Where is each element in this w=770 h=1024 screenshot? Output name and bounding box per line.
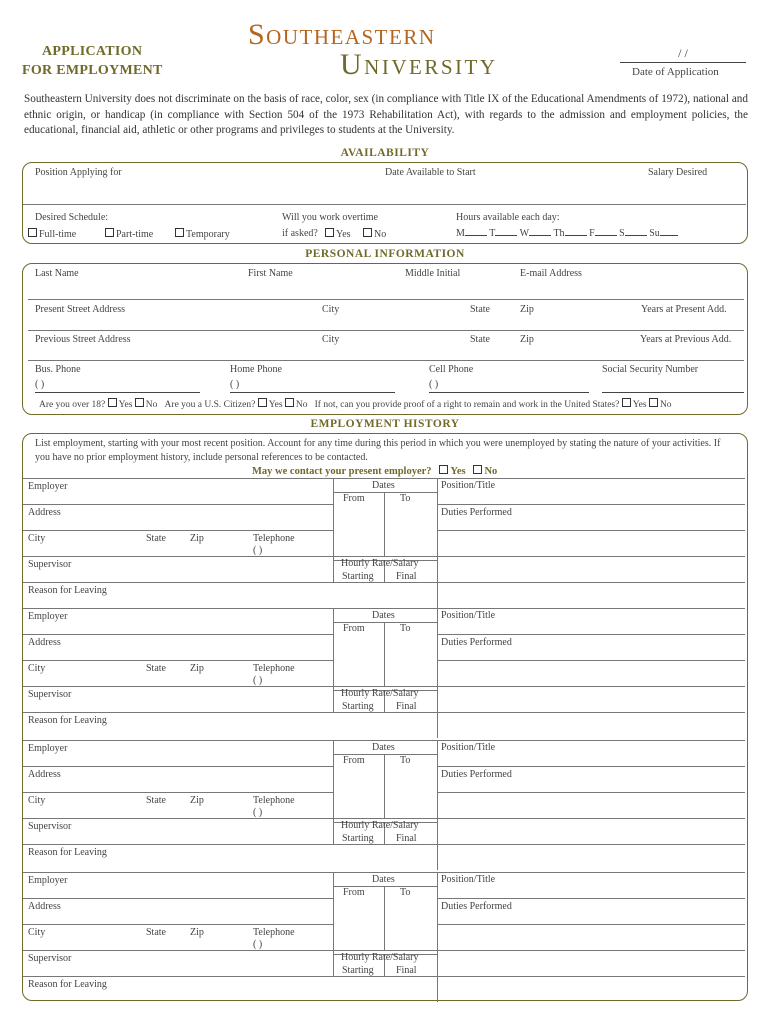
starting-salary-field: Starting: [342, 833, 374, 844]
part-time-checkbox[interactable]: Part-time: [105, 228, 153, 240]
cell-phone-label: Cell Phone: [429, 364, 474, 375]
employment-history-heading: EMPLOYMENT HISTORY: [310, 418, 460, 430]
form-title-line2: FOR EMPLOYMENT: [22, 63, 163, 78]
telephone-paren: ( ): [253, 545, 263, 556]
university-logo-line2: University: [340, 48, 498, 81]
present-state-field[interactable]: State: [470, 304, 490, 315]
zip-field: Zip: [190, 533, 204, 544]
city-field: City: [28, 795, 46, 806]
present-zip-field[interactable]: Zip: [520, 304, 534, 315]
from-field: From: [343, 623, 365, 634]
telephone-field: Telephone: [253, 927, 295, 938]
form-title-line1: APPLICATION: [42, 44, 143, 59]
employer-field: Employer: [28, 481, 68, 492]
proof-no-checkbox[interactable]: No: [649, 400, 672, 410]
zip-field: Zip: [190, 795, 204, 806]
university-logo-line1: Southeastern: [248, 18, 436, 51]
address-field: Address: [28, 507, 61, 518]
telephone-field: Telephone: [253, 533, 295, 544]
supervisor-field: Supervisor: [28, 953, 72, 964]
dates-label: Dates: [372, 480, 395, 491]
duties-performed-field: Duties Performed: [441, 507, 512, 518]
bus-phone-label: Bus. Phone: [35, 364, 81, 375]
telephone-field: Telephone: [253, 663, 295, 674]
checkbox-icon: [622, 398, 631, 407]
supervisor-field: Supervisor: [28, 689, 72, 700]
position-title-field: Position/Title: [441, 742, 496, 753]
over18-yes-checkbox[interactable]: Yes: [108, 400, 133, 410]
full-time-checkbox[interactable]: Full-time: [28, 228, 76, 240]
nondiscrimination-statement: Southeastern University does not discriminate on the basis of race, color, sex (in compliance with Title IX of the Educational Amendments of 1972), national and ethnic origin, or handicap (in compliance with Section 504 of the 1973 Rehabilitation Act), with regards to the admission and employment policies, the educational, financial aid, athletic or other programs and privileges to students at the University.: [24, 93, 748, 136]
first-name-field[interactable]: First Name: [248, 268, 293, 279]
reason-for-leaving-field: Reason for Leaving: [28, 585, 107, 596]
cell-phone-field[interactable]: ( ): [429, 379, 589, 393]
overtime-yes-checkbox[interactable]: Yes: [325, 228, 351, 240]
date-available-field[interactable]: Date Available to Start: [385, 167, 476, 178]
address-field: Address: [28, 901, 61, 912]
citizen-no-checkbox[interactable]: No: [285, 400, 308, 410]
telephone-paren: ( ): [253, 675, 263, 686]
starting-salary-field: Starting: [342, 965, 374, 976]
contact-employer-row: May we contact your present employer? Yes No: [252, 466, 498, 477]
checkbox-icon: [105, 228, 114, 237]
years-previous-field[interactable]: Years at Previous Add.: [640, 334, 732, 345]
dates-label: Dates: [372, 610, 395, 621]
starting-salary-field: Starting: [342, 701, 374, 712]
availability-heading: AVAILABILITY: [340, 147, 430, 159]
city-field: City: [28, 663, 46, 674]
middle-initial-field[interactable]: Middle Initial: [405, 268, 461, 279]
citizen-yes-checkbox[interactable]: Yes: [258, 400, 283, 410]
final-salary-field: Final: [396, 965, 417, 976]
city-field: City: [28, 927, 46, 938]
years-present-field[interactable]: Years at Present Add.: [641, 304, 727, 315]
present-address-field[interactable]: Present Street Address: [35, 304, 125, 315]
bus-phone-field[interactable]: ( ): [35, 379, 200, 393]
final-salary-field: Final: [396, 571, 417, 582]
proof-yes-checkbox[interactable]: Yes: [622, 400, 647, 410]
dates-label: Dates: [372, 742, 395, 753]
supervisor-field: Supervisor: [28, 559, 72, 570]
hourly-rate-label: Hourly Rate/Salary: [341, 952, 419, 963]
zip-field: Zip: [190, 927, 204, 938]
employment-history-box: [22, 433, 748, 1001]
final-salary-field: Final: [396, 701, 417, 712]
state-field: State: [146, 533, 166, 544]
to-field: To: [400, 623, 411, 634]
address-field: Address: [28, 769, 61, 780]
state-field: State: [146, 795, 166, 806]
hours-days-row[interactable]: M T W Th F S Su: [456, 228, 678, 239]
address-field: Address: [28, 637, 61, 648]
ssn-field[interactable]: [602, 379, 744, 393]
eligibility-row: Are you over 18? Yes No Are you a U.S. Citizen? Yes No If not, can you provide proof of a right to remain and work in the United States? Yes No: [39, 400, 672, 410]
checkbox-icon: [473, 465, 482, 474]
duties-performed-field: Duties Performed: [441, 901, 512, 912]
date-of-application-field[interactable]: / /: [620, 46, 746, 63]
previous-zip-field[interactable]: Zip: [520, 334, 534, 345]
hourly-rate-label: Hourly Rate/Salary: [341, 820, 419, 831]
employer-field: Employer: [28, 743, 68, 754]
checkbox-icon: [108, 398, 117, 407]
contact-no-checkbox[interactable]: No: [473, 466, 497, 477]
previous-state-field[interactable]: State: [470, 334, 490, 345]
desired-schedule-label: Desired Schedule:: [35, 212, 109, 223]
reason-for-leaving-field: Reason for Leaving: [28, 979, 107, 990]
dates-label: Dates: [372, 874, 395, 885]
temporary-checkbox[interactable]: Temporary: [175, 228, 230, 240]
from-field: From: [343, 887, 365, 898]
telephone-paren: ( ): [253, 939, 263, 950]
email-field[interactable]: E-mail Address: [520, 268, 582, 279]
overtime-no-checkbox[interactable]: No: [363, 228, 386, 240]
checkbox-icon: [258, 398, 267, 407]
hours-available-label: Hours available each day:: [456, 212, 560, 223]
checkbox-icon: [439, 465, 448, 474]
overtime-question: Will you work overtime: [282, 212, 378, 223]
employer-field: Employer: [28, 611, 68, 622]
over18-no-checkbox[interactable]: No: [135, 400, 158, 410]
position-title-field: Position/Title: [441, 874, 496, 885]
hourly-rate-label: Hourly Rate/Salary: [341, 688, 419, 699]
previous-address-field[interactable]: Previous Street Address: [35, 334, 131, 345]
from-field: From: [343, 493, 365, 504]
employment-instructions: List employment, starting with your most recent position. Account for any time during this period in which you were unemployed by stating the nature of your activities. If you have no prior employment history, include personal references to be contacted.: [35, 438, 721, 463]
position-title-field: Position/Title: [441, 480, 496, 491]
to-field: To: [400, 493, 411, 504]
reason-for-leaving-field: Reason for Leaving: [28, 715, 107, 726]
home-phone-label: Home Phone: [230, 364, 282, 375]
employer-field: Employer: [28, 875, 68, 886]
checkbox-icon: [649, 398, 658, 407]
state-field: State: [146, 663, 166, 674]
telephone-field: Telephone: [253, 795, 295, 806]
duties-performed-field: Duties Performed: [441, 769, 512, 780]
checkbox-icon: [325, 228, 334, 237]
starting-salary-field: Starting: [342, 571, 374, 582]
zip-field: Zip: [190, 663, 204, 674]
personal-info-heading: PERSONAL INFORMATION: [305, 248, 465, 260]
checkbox-icon: [363, 228, 372, 237]
ssn-label: Social Security Number: [602, 364, 699, 375]
home-phone-field[interactable]: ( ): [230, 379, 395, 393]
present-city-field[interactable]: City: [322, 304, 340, 315]
checkbox-icon: [175, 228, 184, 237]
previous-city-field[interactable]: City: [322, 334, 340, 345]
to-field: To: [400, 755, 411, 766]
checkbox-icon: [28, 228, 37, 237]
contact-yes-checkbox[interactable]: Yes: [439, 466, 465, 477]
position-applying-field[interactable]: Position Applying for: [35, 167, 122, 178]
position-title-field: Position/Title: [441, 610, 496, 621]
checkbox-icon: [285, 398, 294, 407]
duties-performed-field: Duties Performed: [441, 637, 512, 648]
last-name-field[interactable]: Last Name: [35, 268, 79, 279]
checkbox-icon: [135, 398, 144, 407]
overtime-question-2: if asked?: [282, 228, 318, 239]
telephone-paren: ( ): [253, 807, 263, 818]
date-of-application-label: Date of Application: [632, 66, 719, 78]
reason-for-leaving-field: Reason for Leaving: [28, 847, 107, 858]
from-field: From: [343, 755, 365, 766]
supervisor-field: Supervisor: [28, 821, 72, 832]
salary-desired-field[interactable]: Salary Desired: [648, 167, 708, 178]
final-salary-field: Final: [396, 833, 417, 844]
hourly-rate-label: Hourly Rate/Salary: [341, 558, 419, 569]
state-field: State: [146, 927, 166, 938]
to-field: To: [400, 887, 411, 898]
city-field: City: [28, 533, 46, 544]
